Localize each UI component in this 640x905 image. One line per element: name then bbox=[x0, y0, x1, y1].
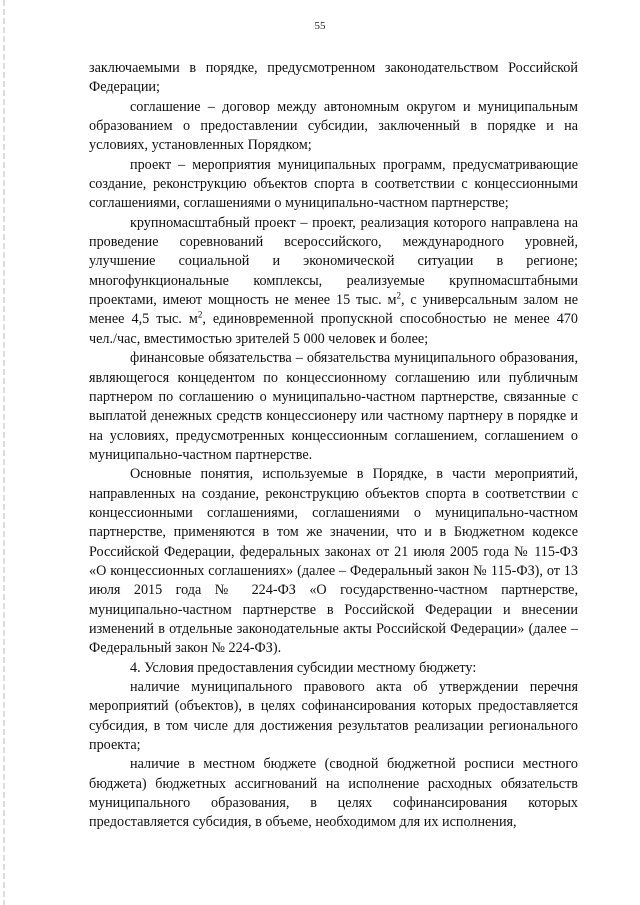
square-meter-superscript: 2 bbox=[197, 309, 203, 320]
paragraph-definition-large-project bbox=[89, 214, 578, 349]
large-project-text-part-1: крупномасштабный проект – проект, реализация которого направлена на проведение соревнований всероссийского, международного уровней, улучшение социальной и экономической ситуации в регионе; многофункциональные комплексы, реализуемые крупномасштабными проектами, имеют мощность не менее 15 тыс. м bbox=[89, 214, 578, 309]
document-body bbox=[89, 59, 578, 833]
paragraph-definition-project: проект – мероприятия муниципальных программ, предусматривающие создание, реконструкцию объектов спорта в соответствии с концессионными соглашениями, соглашениями о муниципально-частном партнерстве; bbox=[89, 156, 578, 212]
paragraph-condition-legal-act: наличие муниципального правового акта об утверждении перечня мероприятий (объектов), в целях софинансирования которых предоставляется субсидия, в том числе для достижения результатов реализации регионального проекта; bbox=[89, 679, 578, 754]
square-meter-superscript: 2 bbox=[396, 290, 401, 301]
section-heading-conditions: 4. Условия предоставления субсидии местному бюджету: bbox=[130, 659, 477, 676]
paragraph-basic-concepts: Основные понятия, используемые в Порядке, в части мероприятий, направленных на создание, реконструкцию объектов спорта в соответствии с концессионными соглашениями, соглашениями о муниципально-частном партнерстве, применяются в том же значении, что и в Бюджетном кодексе Российской Федерации, федеральных законах от 21 июля 2005 года № 115-ФЗ «О концессионных соглашениях» (далее – Федеральный закон № 115-ФЗ), от 13 июля 2015 года № 224-ФЗ «О государственно-частном партнерстве, муниципально-частном партнерстве в Российской Федерации и внесении изменений в отдельные законодательные акты Российской Федерации» (далее – Федеральный закон № 224-ФЗ). bbox=[89, 466, 578, 657]
page-number: 55 bbox=[314, 20, 326, 32]
large-project-text-part-2: , с универсальным залом не менее 4,5 тыс. м bbox=[89, 292, 578, 328]
paragraph-condition-budget: наличие в местном бюджете (сводной бюджетной росписи местного бюджета) бюджетных ассигнований на исполнение расходных обязательств муниципального образования, в целях софинансирования которых предоставляется субсидия, в объеме, необходимом для их исполнения, bbox=[89, 756, 578, 831]
large-project-text-part-3: , единовременной пропускной способностью не менее 470 чел./час, вместимостью зрителей 5 000 человек и более; bbox=[89, 311, 578, 347]
paragraph-continuation: заключаемыми в порядке, предусмотренном законодательством Российской Федерации; bbox=[89, 60, 578, 96]
paragraph-definition-agreement: соглашение – договор между автономным округом и муниципальным образованием о предоставлении субсидии, заключенный в порядке и на условиях, установленных Порядком; bbox=[89, 98, 578, 154]
scan-edge-artifact bbox=[3, 0, 5, 905]
paragraph-definition-financial-obligations: финансовые обязательства – обязательства муниципального образования, являющегося концедентом по концессионному соглашению или публичным партнером по соглашению о муниципально-частном партнерстве, связанные с выплатой денежных средств концессионеру или частному партнеру в порядке и на условиях, предусмотренных концессионным соглашением, соглашением о муниципально-частном партнерстве. bbox=[89, 350, 578, 463]
